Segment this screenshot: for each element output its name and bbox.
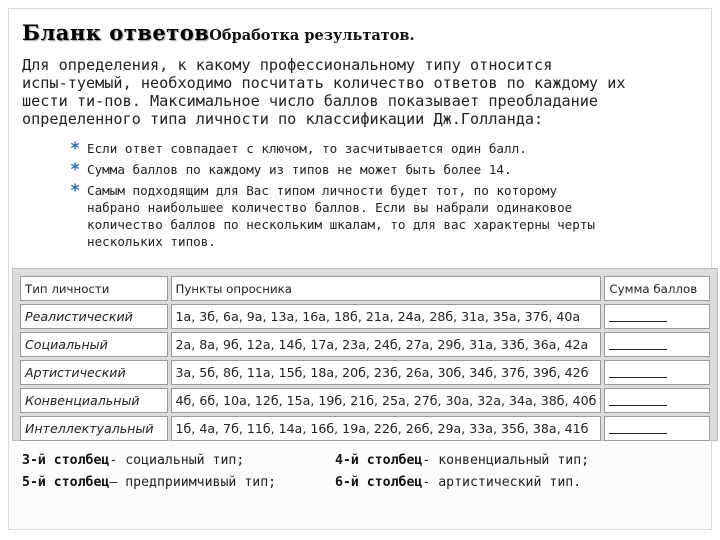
answer-table-panel [12, 268, 718, 441]
intro-line: определенного типа личности по классификации Дж.Голланда: [22, 110, 544, 128]
sum-blank[interactable] [609, 336, 667, 350]
row-items: 4б, 6б, 10а, 12б, 15а, 19б, 21б, 25а, 27б, 30а, 32а, 34а, 38б, 40б [171, 388, 602, 413]
rule-text: Если ответ совпадает с ключом, то засчитывается один балл. [87, 141, 527, 156]
row-items: 1а, 3б, 6а, 9а, 13а, 16а, 18б, 21а, 24а, 28б, 31а, 35а, 37б, 40а [171, 304, 602, 329]
page-subtitle: Обработка результатов. [209, 27, 415, 44]
legend-item-col5: 5-й столбец– предприимчивый тип; [22, 475, 277, 490]
rule-item [70, 161, 690, 178]
intro-paragraph [22, 56, 702, 128]
rule-text: нескольких типов. [87, 234, 216, 249]
intro-line: Для определения, к какому профессиональному типу относится [22, 56, 553, 74]
table-row [20, 388, 710, 413]
legend-item-col6: 6-й столбец- артистический тип. [335, 475, 582, 490]
sum-blank[interactable] [609, 308, 667, 322]
legend-item-col3: 3-й столбец- социальный тип; [22, 453, 245, 468]
sum-input[interactable] [604, 332, 710, 357]
bullet-star-icon: * [70, 181, 81, 201]
sum-input[interactable] [604, 304, 710, 329]
rule-text: Самым подходящим для Вас типом личности будет тот, по которому [87, 183, 558, 198]
legend-row [22, 472, 712, 494]
sum-input[interactable] [604, 388, 710, 413]
rule-text: Сумма баллов по каждому из типов не может быть более 14. [87, 162, 512, 177]
rule-text: количество баллов по нескольким шкалам, то для вас характерны черты [87, 217, 595, 232]
bullet-star-icon: * [70, 160, 81, 180]
sum-blank[interactable] [609, 420, 667, 434]
page-title: Бланк ответов [22, 20, 210, 45]
rule-item [70, 182, 690, 250]
column-legend [22, 450, 712, 494]
title-row [22, 20, 415, 45]
rules-list [70, 140, 690, 254]
sum-blank[interactable] [609, 392, 667, 406]
row-items: 3а, 5б, 8б, 11а, 15б, 18а, 20б, 23б, 26а, 30б, 34б, 37б, 39б, 42б [171, 360, 602, 385]
legend-item-col4: 4-й столбец- конвенциальный тип; [335, 453, 590, 468]
row-type: Артистический [20, 360, 168, 385]
row-type: Конвенциальный [20, 388, 168, 413]
table-row [20, 304, 710, 329]
answer-table [17, 273, 713, 444]
rule-item [70, 140, 690, 157]
bullet-star-icon: * [70, 139, 81, 159]
row-type: Интеллектуальный [20, 416, 168, 441]
rule-text: набрано наибольшее количество баллов. Если вы набрали одинаковое [87, 200, 573, 215]
sum-blank[interactable] [609, 364, 667, 378]
header-type: Тип личности [20, 276, 168, 301]
sum-input[interactable] [604, 360, 710, 385]
row-type: Реалистический [20, 304, 168, 329]
intro-line: шести ти-пов. Максимальное число баллов показывает преобладание [22, 92, 599, 110]
sum-input[interactable] [604, 416, 710, 441]
table-row [20, 332, 710, 357]
legend-row [22, 450, 712, 472]
header-items: Пункты опросника [171, 276, 602, 301]
row-type: Социальный [20, 332, 168, 357]
table-row [20, 416, 710, 441]
intro-line: испы-туемый, необходимо посчитать количество ответов по каждому их [22, 74, 626, 92]
table-row [20, 360, 710, 385]
row-items: 1б, 4а, 7б, 11б, 14а, 16б, 19а, 22б, 26б, 29а, 33а, 35б, 38а, 41б [171, 416, 602, 441]
row-items: 2а, 8а, 9б, 12а, 14б, 17а, 23а, 24б, 27а, 29б, 31а, 33б, 36а, 42а [171, 332, 602, 357]
header-sum: Сумма баллов [604, 276, 710, 301]
table-header-row [20, 276, 710, 301]
